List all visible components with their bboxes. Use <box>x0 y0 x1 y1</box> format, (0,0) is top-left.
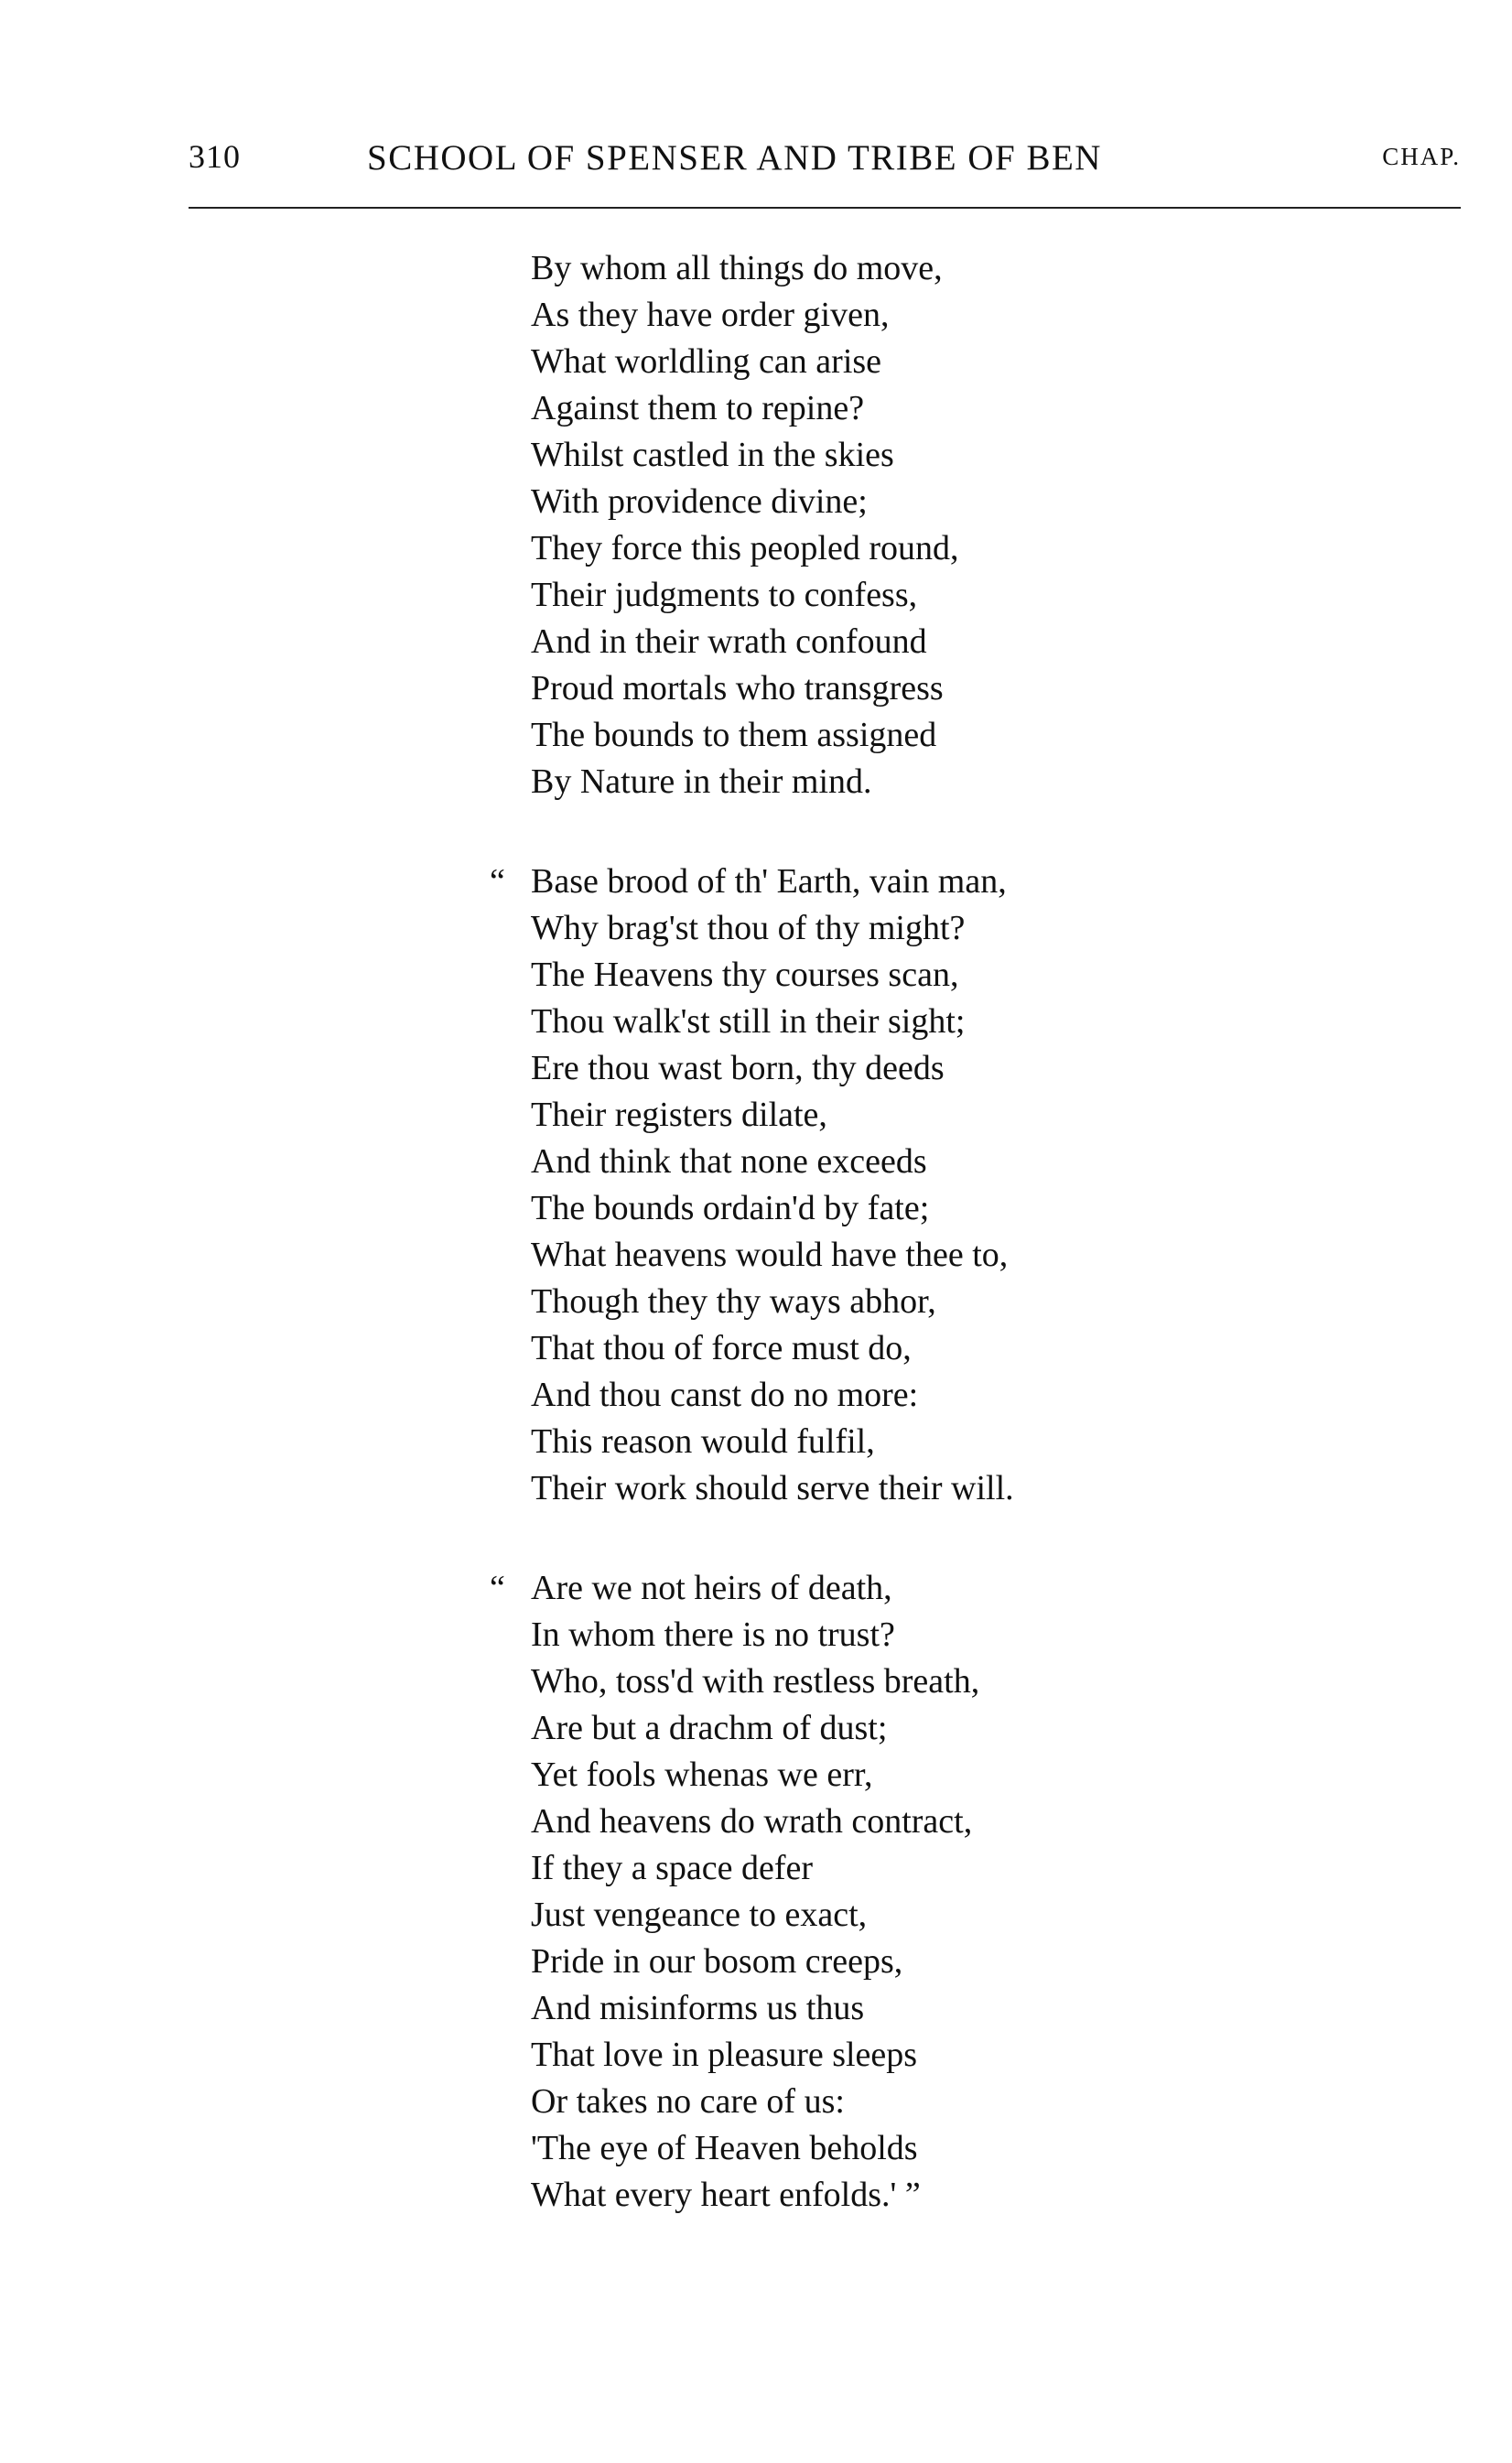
poem-line-text: And think that none exceeds <box>531 1142 927 1181</box>
poem-line-text: What every heart enfolds.' ” <box>531 2176 921 2214</box>
poem-line <box>531 905 1446 952</box>
poem-line <box>531 339 1446 385</box>
poem-line <box>531 759 1446 805</box>
poem-line <box>531 999 1446 1045</box>
poem-line <box>490 859 1446 905</box>
poem-line <box>531 619 1446 665</box>
poem-line <box>531 1279 1446 1325</box>
poem-line-text: What worldling can arise <box>531 342 882 381</box>
poem-line <box>531 1845 1446 1892</box>
poem-line-text: Their judgments to confess, <box>531 576 918 614</box>
poem-line-text: Why brag'st thou of thy might? <box>531 909 966 947</box>
poem-line <box>531 1799 1446 1845</box>
poem-line-text: The Heavens thy courses scan, <box>531 956 959 994</box>
poem-line-text: That thou of force must do, <box>531 1329 912 1367</box>
poem-line-text: And misinforms us thus <box>531 1989 865 2027</box>
poem-line <box>531 1705 1446 1752</box>
poem-line-text: 'The eye of Heaven beholds <box>531 2129 918 2167</box>
poem-line-text: The bounds to them assigned <box>531 716 937 754</box>
poem-line-text: The bounds ordain'd by fate; <box>531 1189 930 1227</box>
poem-line-text: This reason would fulfil, <box>531 1422 875 1461</box>
poem-line <box>531 1612 1446 1658</box>
poem-line <box>531 1419 1446 1465</box>
stanza-1 <box>531 245 1446 805</box>
poem-line <box>531 1752 1446 1799</box>
poem-line <box>531 1232 1446 1279</box>
poem-line <box>531 1045 1446 1092</box>
poem-line-text: Though they thy ways abhor, <box>531 1282 936 1321</box>
poem-line <box>531 2172 1446 2219</box>
poem-line-text: As they have order given, <box>531 296 890 334</box>
poem-line <box>490 1565 1446 1612</box>
chapter-label: CHAP. <box>1382 143 1461 170</box>
poem-line <box>531 1939 1446 1985</box>
running-head <box>189 137 1461 192</box>
poem-line-text: Thou walk'st still in their sight; <box>531 1002 966 1041</box>
poem-line <box>531 952 1446 999</box>
poem-line <box>531 1985 1446 2032</box>
poem-line-text: Their work should serve their will. <box>531 1469 1014 1507</box>
poem-line <box>531 1139 1446 1185</box>
poem-line <box>531 2032 1446 2079</box>
poem-line <box>531 292 1446 339</box>
poem-line-text: Yet fools whenas we err, <box>531 1755 873 1794</box>
poem-line-text: Are we not heirs of death, <box>531 1569 892 1607</box>
poem-line-text: By whom all things do move, <box>531 249 943 287</box>
poem-line-text: And heavens do wrath contract, <box>531 1802 973 1841</box>
header-rule <box>189 207 1461 209</box>
poem-line <box>531 712 1446 759</box>
poem-line-text: Are but a drachm of dust; <box>531 1709 888 1747</box>
poem-line <box>531 1465 1446 1512</box>
poem-line <box>531 1092 1446 1139</box>
poem-line-text: Just vengeance to exact, <box>531 1896 868 1934</box>
poem-line <box>531 2079 1446 2125</box>
running-title: SCHOOL OF SPENSER AND TRIBE OF BEN <box>367 138 1102 178</box>
poem-line <box>531 1185 1446 1232</box>
poem-line-text: They force this peopled round, <box>531 529 959 567</box>
poem-line <box>531 245 1446 292</box>
opening-quote-mark: “ <box>490 862 505 901</box>
poem-line-text: That love in pleasure sleeps <box>531 2036 918 2074</box>
poem-line <box>531 665 1446 712</box>
poem-line-text: Who, toss'd with restless breath, <box>531 1662 980 1701</box>
poem-line <box>531 1372 1446 1419</box>
poem-line-text: Whilst castled in the skies <box>531 436 894 474</box>
page-number: 310 <box>189 138 241 175</box>
poem-line <box>531 479 1446 525</box>
poem-line <box>531 2125 1446 2172</box>
poem-line-text: And in their wrath confound <box>531 622 927 661</box>
opening-quote-mark: “ <box>490 1569 505 1607</box>
poem-line-text: With providence divine; <box>531 482 868 521</box>
poem-line <box>531 385 1446 432</box>
poem-line-text: Pride in our bosom creeps, <box>531 1942 903 1981</box>
poem-line <box>531 1325 1446 1372</box>
stanza-3 <box>490 1565 1446 2219</box>
poem-line-text: What heavens would have thee to, <box>531 1236 1009 1274</box>
poem-line <box>531 432 1446 479</box>
poem-line-text: Their registers dilate, <box>531 1096 827 1134</box>
poem-line-text: And thou canst do no more: <box>531 1376 919 1414</box>
poem-line-text: If they a space defer <box>531 1849 814 1887</box>
poem-line <box>531 572 1446 619</box>
poem-line-text: Against them to repine? <box>531 389 865 427</box>
poem-line-text: Ere thou wast born, thy deeds <box>531 1049 945 1087</box>
poem-line-text: Or takes no care of us: <box>531 2082 845 2121</box>
poem-line-text: Base brood of th' Earth, vain man, <box>531 862 1007 901</box>
poem-line <box>531 525 1446 572</box>
poem <box>490 245 1446 2272</box>
poem-line <box>531 1658 1446 1705</box>
poem-line-text: Proud mortals who transgress <box>531 669 944 708</box>
stanza-2 <box>490 859 1446 1512</box>
poem-line <box>531 1892 1446 1939</box>
poem-line-text: By Nature in their mind. <box>531 762 872 801</box>
poem-line-text: In whom there is no trust? <box>531 1615 895 1654</box>
